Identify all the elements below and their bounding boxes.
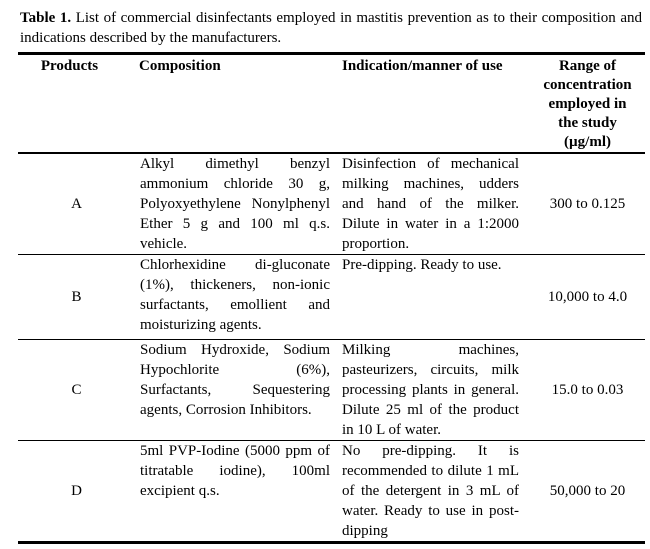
table-caption bbox=[20, 8, 642, 48]
product-cell: A bbox=[71, 196, 82, 212]
table-row-product-c bbox=[18, 340, 645, 441]
indication-cell: Disinfection of mechanical milking machines, udders and hand of the milker. Dilute in water in a 1:2000 proportion. bbox=[342, 156, 519, 252]
composition-cell: Alkyl dimethyl benzyl ammonium chloride 30 g, Polyoxyethylene Nonylphenyl Ether 5 g and 100 ml q.s. vehicle. bbox=[140, 156, 330, 252]
range-cell: 300 to 0.125 bbox=[549, 196, 626, 212]
disinfectants-table bbox=[18, 52, 645, 544]
composition-cell: Sodium Hydroxide, Sodium Hypochlorite (6%), Surfactants, Sequestering agents, Corrosion Inhibitors. bbox=[140, 342, 330, 418]
product-cell: B bbox=[71, 289, 82, 305]
table-caption-text: List of commercial disinfectants employed in mastitis prevention as to their composition and indications described by the manufacturers. bbox=[20, 10, 643, 46]
range-cell: 10,000 to 4.0 bbox=[547, 289, 628, 305]
header-composition: Composition bbox=[139, 58, 221, 74]
composition-cell: 5ml PVP-Iodine (5000 ppm of titratable iodine), 100ml excipient q.s. bbox=[140, 443, 330, 499]
product-cell: D bbox=[71, 483, 82, 499]
product-cell: C bbox=[71, 382, 82, 398]
table-row-product-d bbox=[18, 441, 645, 543]
range-cell: 50,000 to 20 bbox=[549, 483, 626, 499]
table-row-product-a bbox=[18, 153, 645, 255]
indication-cell: Milking machines, pasteurizers, circuits, milk processing plants in general. Dilute 25 ml of the product in 10 L of water. bbox=[342, 342, 519, 438]
table-caption-label: Table 1. bbox=[20, 10, 72, 26]
range-cell: 15.0 to 0.03 bbox=[551, 382, 624, 398]
header-indication: Indication/manner of use bbox=[342, 58, 503, 74]
header-row bbox=[18, 54, 645, 154]
composition-cell: Chlorhexidine di-gluconate (1%), thickeners, non-ionic surfactants, emollient and moisturizing agents. bbox=[140, 257, 330, 333]
table-row-product-b bbox=[18, 255, 645, 340]
header-range: Range of concentration employed in the study (µg/ml) bbox=[543, 58, 632, 150]
indication-cell: No pre-dipping. It is recommended to dilute 1 mL of the detergent in 3 mL of water. Ready to use in post-dipping bbox=[342, 443, 519, 539]
indication-cell: Pre-dipping. Ready to use. bbox=[342, 257, 502, 273]
header-products: Products bbox=[40, 58, 99, 74]
